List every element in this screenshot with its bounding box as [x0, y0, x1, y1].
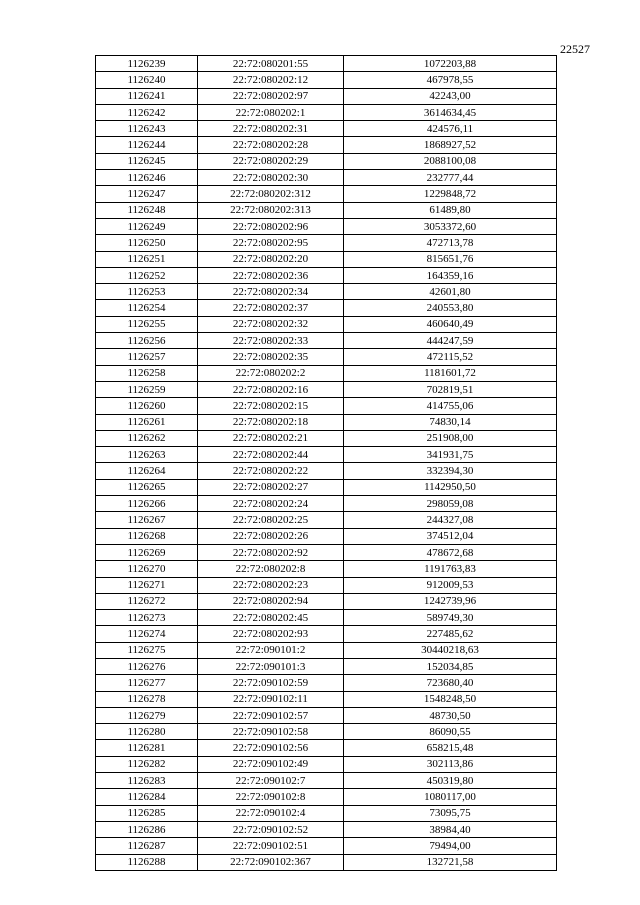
cadastral-number-cell: 22:72:080202:33	[198, 333, 344, 349]
table-row	[96, 756, 557, 772]
record-number-cell: 1126240	[96, 72, 198, 88]
cadastral-number-cell: 22:72:090101:2	[198, 642, 344, 658]
table-row	[96, 805, 557, 821]
table-row	[96, 675, 557, 691]
table-row	[96, 365, 557, 381]
table-row	[96, 528, 557, 544]
cadastral-value-cell: 478672,68	[344, 544, 557, 560]
cadastral-value-cell: 1548248,50	[344, 691, 557, 707]
record-number-cell: 1126255	[96, 316, 198, 332]
table-row	[96, 153, 557, 169]
cadastral-value-cell: 232777,44	[344, 170, 557, 186]
table-row	[96, 821, 557, 837]
record-number-cell: 1126266	[96, 496, 198, 512]
record-number-cell: 1126258	[96, 365, 198, 381]
table-row	[96, 610, 557, 626]
table-row	[96, 88, 557, 104]
record-number-cell: 1126267	[96, 512, 198, 528]
table-row	[96, 104, 557, 120]
cadastral-number-cell: 22:72:080202:12	[198, 72, 344, 88]
cadastral-value-cell: 42601,80	[344, 284, 557, 300]
table-row	[96, 267, 557, 283]
cadastral-number-cell: 22:72:090101:3	[198, 658, 344, 674]
cadastral-number-cell: 22:72:090102:11	[198, 691, 344, 707]
cadastral-value-cell: 227485,62	[344, 626, 557, 642]
record-number-cell: 1126253	[96, 284, 198, 300]
table-row	[96, 691, 557, 707]
table-row	[96, 235, 557, 251]
cadastral-number-cell: 22:72:090102:56	[198, 740, 344, 756]
record-number-cell: 1126264	[96, 463, 198, 479]
record-number-cell: 1126284	[96, 789, 198, 805]
cadastral-number-cell: 22:72:080202:16	[198, 381, 344, 397]
table-row	[96, 121, 557, 137]
table-row	[96, 854, 557, 870]
record-number-cell: 1126257	[96, 349, 198, 365]
record-number-cell: 1126288	[96, 854, 198, 870]
cadastral-number-cell: 22:72:090102:49	[198, 756, 344, 772]
cadastral-value-cell: 1181601,72	[344, 365, 557, 381]
record-number-cell: 1126260	[96, 398, 198, 414]
cadastral-number-cell: 22:72:080202:8	[198, 561, 344, 577]
page-number: 22527	[560, 42, 590, 56]
cadastral-number-cell: 22:72:080202:45	[198, 610, 344, 626]
record-number-cell: 1126254	[96, 300, 198, 316]
record-number-cell: 1126281	[96, 740, 198, 756]
table-row	[96, 724, 557, 740]
cadastral-value-cell: 332394,30	[344, 463, 557, 479]
record-number-cell: 1126245	[96, 153, 198, 169]
table-row	[96, 56, 557, 72]
record-number-cell: 1126287	[96, 838, 198, 854]
cadastral-value-cell: 450319,80	[344, 773, 557, 789]
cadastral-value-cell: 472115,52	[344, 349, 557, 365]
record-number-cell: 1126280	[96, 724, 198, 740]
cadastral-value-cell: 815651,76	[344, 251, 557, 267]
table-row	[96, 740, 557, 756]
record-number-cell: 1126278	[96, 691, 198, 707]
cadastral-value-cell: 73095,75	[344, 805, 557, 821]
table-row	[96, 170, 557, 186]
cadastral-number-cell: 22:72:080202:34	[198, 284, 344, 300]
table-row	[96, 626, 557, 642]
cadastral-number-cell: 22:72:090102:58	[198, 724, 344, 740]
record-number-cell: 1126242	[96, 104, 198, 120]
cadastral-number-cell: 22:72:080202:92	[198, 544, 344, 560]
table-row	[96, 463, 557, 479]
cadastral-value-cell: 467978,55	[344, 72, 557, 88]
table-body	[96, 56, 557, 871]
cadastral-number-cell: 22:72:080202:312	[198, 186, 344, 202]
cadastral-value-cell: 86090,55	[344, 724, 557, 740]
cadastral-number-cell: 22:72:080202:2	[198, 365, 344, 381]
cadastral-number-cell: 22:72:080202:37	[198, 300, 344, 316]
record-number-cell: 1126265	[96, 479, 198, 495]
cadastral-number-cell: 22:72:080202:15	[198, 398, 344, 414]
cadastral-number-cell: 22:72:090102:51	[198, 838, 344, 854]
table-row	[96, 577, 557, 593]
cadastral-value-cell: 244327,08	[344, 512, 557, 528]
record-number-cell: 1126285	[96, 805, 198, 821]
cadastral-number-cell: 22:72:080202:26	[198, 528, 344, 544]
cadastral-value-cell: 42243,00	[344, 88, 557, 104]
record-number-cell: 1126275	[96, 642, 198, 658]
cadastral-value-cell: 723680,40	[344, 675, 557, 691]
table-row	[96, 789, 557, 805]
table-row	[96, 838, 557, 854]
record-number-cell: 1126283	[96, 773, 198, 789]
cadastral-number-cell: 22:72:090102:7	[198, 773, 344, 789]
record-number-cell: 1126282	[96, 756, 198, 772]
table-row	[96, 544, 557, 560]
cadastral-value-cell: 1191763,83	[344, 561, 557, 577]
table-row	[96, 202, 557, 218]
record-number-cell: 1126273	[96, 610, 198, 626]
cadastral-value-cell: 374512,04	[344, 528, 557, 544]
table-row	[96, 414, 557, 430]
cadastral-number-cell: 22:72:080202:95	[198, 235, 344, 251]
table-row	[96, 72, 557, 88]
cadastral-value-cell: 1142950,50	[344, 479, 557, 495]
table-row	[96, 593, 557, 609]
record-number-cell: 1126248	[96, 202, 198, 218]
cadastral-number-cell: 22:72:080202:313	[198, 202, 344, 218]
cadastral-value-cell: 48730,50	[344, 707, 557, 723]
cadastral-value-cell: 251908,00	[344, 430, 557, 446]
cadastral-number-cell: 22:72:080202:18	[198, 414, 344, 430]
cadastral-number-cell: 22:72:080202:28	[198, 137, 344, 153]
cadastral-number-cell: 22:72:080202:25	[198, 512, 344, 528]
cadastral-value-cell: 341931,75	[344, 447, 557, 463]
cadastral-value-cell: 298059,08	[344, 496, 557, 512]
cadastral-number-cell: 22:72:080202:27	[198, 479, 344, 495]
record-number-cell: 1126252	[96, 267, 198, 283]
table-row	[96, 137, 557, 153]
cadastral-value-cell: 132721,58	[344, 854, 557, 870]
record-number-cell: 1126269	[96, 544, 198, 560]
cadastral-value-cell: 460640,49	[344, 316, 557, 332]
record-number-cell: 1126262	[96, 430, 198, 446]
cadastral-value-cell: 424576,11	[344, 121, 557, 137]
cadastral-value-cell: 79494,00	[344, 838, 557, 854]
table-row	[96, 349, 557, 365]
cadastral-value-cell: 1080117,00	[344, 789, 557, 805]
table-row	[96, 496, 557, 512]
cadastral-number-cell: 22:72:080202:23	[198, 577, 344, 593]
cadastral-number-cell: 22:72:080202:44	[198, 447, 344, 463]
cadastral-value-cell: 302113,86	[344, 756, 557, 772]
record-number-cell: 1126271	[96, 577, 198, 593]
table-row	[96, 381, 557, 397]
cadastral-value-cell: 1868927,52	[344, 137, 557, 153]
cadastral-value-cell: 589749,30	[344, 610, 557, 626]
table-row	[96, 479, 557, 495]
cadastral-value-cell: 74830,14	[344, 414, 557, 430]
record-number-cell: 1126243	[96, 121, 198, 137]
cadastral-value-cell: 1072203,88	[344, 56, 557, 72]
record-number-cell: 1126250	[96, 235, 198, 251]
cadastral-value-cell: 472713,78	[344, 235, 557, 251]
cadastral-value-cell: 2088100,08	[344, 153, 557, 169]
cadastral-value-cell: 658215,48	[344, 740, 557, 756]
table-row	[96, 561, 557, 577]
table-row	[96, 218, 557, 234]
table-row	[96, 447, 557, 463]
record-number-cell: 1126251	[96, 251, 198, 267]
table-row	[96, 333, 557, 349]
cadastral-value-cell: 1229848,72	[344, 186, 557, 202]
record-number-cell: 1126239	[96, 56, 198, 72]
cadastral-number-cell: 22:72:080202:22	[198, 463, 344, 479]
cadastral-number-cell: 22:72:080202:24	[198, 496, 344, 512]
record-number-cell: 1126256	[96, 333, 198, 349]
record-number-cell: 1126272	[96, 593, 198, 609]
cadastral-number-cell: 22:72:090102:57	[198, 707, 344, 723]
record-number-cell: 1126241	[96, 88, 198, 104]
table-row	[96, 707, 557, 723]
record-number-cell: 1126261	[96, 414, 198, 430]
cadastral-value-cell: 152034,85	[344, 658, 557, 674]
cadastral-number-cell: 22:72:090102:59	[198, 675, 344, 691]
cadastral-value-table	[95, 55, 557, 871]
cadastral-number-cell: 22:72:080201:55	[198, 56, 344, 72]
cadastral-number-cell: 22:72:080202:36	[198, 267, 344, 283]
record-number-cell: 1126276	[96, 658, 198, 674]
cadastral-number-cell: 22:72:080202:94	[198, 593, 344, 609]
cadastral-number-cell: 22:72:090102:367	[198, 854, 344, 870]
record-number-cell: 1126277	[96, 675, 198, 691]
table-row	[96, 773, 557, 789]
cadastral-value-cell: 3614634,45	[344, 104, 557, 120]
cadastral-number-cell: 22:72:080202:35	[198, 349, 344, 365]
record-number-cell: 1126246	[96, 170, 198, 186]
cadastral-number-cell: 22:72:090102:8	[198, 789, 344, 805]
cadastral-value-cell: 240553,80	[344, 300, 557, 316]
record-number-cell: 1126263	[96, 447, 198, 463]
cadastral-number-cell: 22:72:090102:52	[198, 821, 344, 837]
cadastral-number-cell: 22:72:090102:4	[198, 805, 344, 821]
cadastral-number-cell: 22:72:080202:97	[198, 88, 344, 104]
cadastral-value-cell: 912009,53	[344, 577, 557, 593]
cadastral-number-cell: 22:72:080202:1	[198, 104, 344, 120]
record-number-cell: 1126244	[96, 137, 198, 153]
cadastral-value-cell: 164359,16	[344, 267, 557, 283]
cadastral-value-cell: 61489,80	[344, 202, 557, 218]
cadastral-number-cell: 22:72:080202:31	[198, 121, 344, 137]
table-row	[96, 186, 557, 202]
record-number-cell: 1126270	[96, 561, 198, 577]
record-number-cell: 1126279	[96, 707, 198, 723]
cadastral-value-cell: 414755,06	[344, 398, 557, 414]
cadastral-number-cell: 22:72:080202:29	[198, 153, 344, 169]
table-row	[96, 642, 557, 658]
cadastral-value-cell: 1242739,96	[344, 593, 557, 609]
table-row	[96, 512, 557, 528]
cadastral-value-cell: 444247,59	[344, 333, 557, 349]
table-row	[96, 300, 557, 316]
record-number-cell: 1126268	[96, 528, 198, 544]
cadastral-number-cell: 22:72:080202:96	[198, 218, 344, 234]
record-number-cell: 1126286	[96, 821, 198, 837]
record-number-cell: 1126249	[96, 218, 198, 234]
cadastral-value-cell: 3053372,60	[344, 218, 557, 234]
cadastral-number-cell: 22:72:080202:93	[198, 626, 344, 642]
table-row	[96, 398, 557, 414]
cadastral-number-cell: 22:72:080202:32	[198, 316, 344, 332]
cadastral-number-cell: 22:72:080202:21	[198, 430, 344, 446]
table-row	[96, 430, 557, 446]
cadastral-value-cell: 30440218,63	[344, 642, 557, 658]
table-row	[96, 316, 557, 332]
table-row	[96, 658, 557, 674]
cadastral-number-cell: 22:72:080202:20	[198, 251, 344, 267]
cadastral-value-cell: 38984,40	[344, 821, 557, 837]
record-number-cell: 1126274	[96, 626, 198, 642]
table-row	[96, 251, 557, 267]
record-number-cell: 1126247	[96, 186, 198, 202]
cadastral-number-cell: 22:72:080202:30	[198, 170, 344, 186]
record-number-cell: 1126259	[96, 381, 198, 397]
table-row	[96, 284, 557, 300]
cadastral-value-cell: 702819,51	[344, 381, 557, 397]
